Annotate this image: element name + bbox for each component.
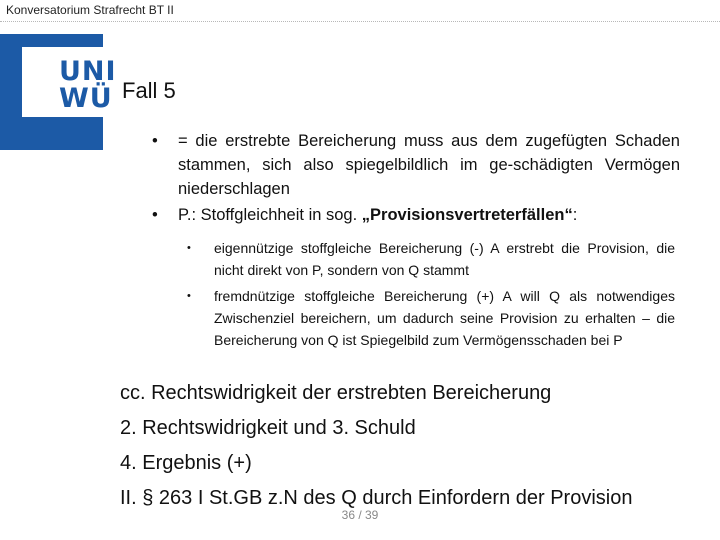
page-number: 36 / 39 [341,508,379,522]
bullet-emphasis: „Provisionsvertreterfällen“ [361,206,573,224]
conclusion-list [120,376,710,516]
sub-bullet-item [184,237,675,281]
bullet-icon: • [152,132,158,150]
logo-text-line1: UNI [59,56,117,87]
sub-bullet-icon: • [187,290,191,302]
conclusion-line: cc. Rechtswidrigkeit der erstrebten Bereicherung [120,382,552,404]
header-divider [0,21,720,22]
sub-bullet-item [184,285,675,351]
conclusion-line: 2. Rechtswidrigkeit und 3. Schuld [120,417,416,439]
bullet-label: P.: Stoffgleichheit in sog. [178,206,358,224]
sub-bullet-icon: • [187,242,191,254]
bullet-icon: • [152,206,158,224]
conclusion-line: II. § 263 I St.GB z.N des Q durch Einfordern der Provision [120,487,633,509]
logo-text-line2: WÜ [59,83,113,114]
main-bullet-list [148,129,680,229]
bullet-suffix: : [572,206,578,224]
bullet-item [148,129,680,201]
course-title: Konversatorium Strafrecht BT II [6,3,174,17]
sub-bullet-text: eigennützige stoffgleiche Bereicherung (-) A erstrebt die Provision, die nicht direkt von P, sondern von Q stammt [214,240,675,278]
bullet-text: = die erstrebte Bereicherung muss aus dem zugefügten Schaden stammen, sich also spiegelbildlich im ge-schädigten Vermögen niederschlagen [178,132,680,198]
conclusion-line: 4. Ergebnis (+) [120,452,252,474]
sub-bullet-list [184,237,675,355]
slide-title: Fall 5 [122,78,176,103]
bullet-item [148,203,680,227]
sub-bullet-text: fremdnützige stoffgleiche Bereicherung (+) A will Q als notwendiges Zwischenziel bereichern, um dadurch seine Provision zu erhalten – die Bereicherung von Q ist Spiegelbild zum Vermögensschaden bei P [214,288,675,348]
